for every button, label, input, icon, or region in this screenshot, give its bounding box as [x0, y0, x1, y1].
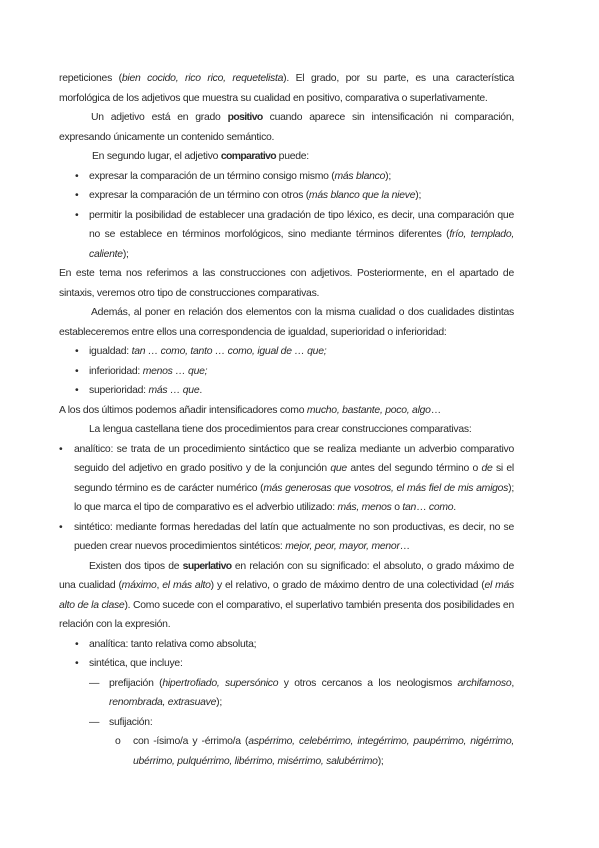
- bullet-marker: •: [75, 170, 79, 182]
- list-item: o con -ísimo/a y -érrimo/a (aspérrimo, celebérrimo, integérrimo, paupérrimo, nigérrimo, ubérrimo, pulquérrimo, libérrimo, misérrimo, salubérrimo);: [59, 732, 514, 771]
- bullet-marker: •: [75, 638, 79, 650]
- paragraph-intensificadores: A los dos últimos podemos añadir intensificadores como mucho, bastante, poco, algo…: [59, 404, 441, 416]
- paragraph-comparativo: En segundo lugar, el adjetivo comparativo puede:: [92, 151, 309, 162]
- list-item: • analítica: tanto relativa como absoluta;: [59, 635, 514, 655]
- superlativo-list: [59, 635, 514, 674]
- paragraph-grado-intro: repeticiones (bien cocido, rico rico, requetelista). El grado, por su parte, es una característica morfológica de los adjetivos que muestra su cualidad en positivo, comparativa o superlativamente.: [59, 73, 514, 104]
- paragraph-positivo: Un adjetivo está en grado positivo cuando aparece sin intensificación ni comparación, expresando únicamente un contenido semántico.: [59, 112, 514, 143]
- list-item: • inferioridad: menos … que;: [59, 362, 514, 382]
- list-item: • sintético: mediante formas heredadas del latín que actualmente no son productivas, es decir, no se pueden crear nuevos procedimientos sintéticos: mejor, peor, mayor, menor…: [59, 518, 514, 557]
- list-item: • sintética, que incluye:: [59, 654, 514, 674]
- paragraph-procedimientos: La lengua castellana tiene dos procedimientos para crear construcciones comparativas:: [89, 424, 472, 435]
- list-item: • superioridad: más … que.: [59, 381, 514, 401]
- bullet-marker: •: [59, 521, 63, 533]
- list-item: — prefijación (hipertrofiado, supersónico y otros cercanos a los neologismos archifamoso, renombrada, extrasuave);: [59, 674, 514, 713]
- paragraph-relacion: Además, al poner en relación dos elementos con la misma cualidad o dos cualidades distintas estableceremos entre ellos una correspondencia de igualdad, superioridad o inferioridad:: [59, 307, 514, 338]
- circle-marker: o: [115, 736, 121, 747]
- paragraph-construcciones: En este tema nos referimos a las construcciones con adjetivos. Posteriormente, en el apartado de sintaxis, veremos otro tipo de construcciones comparativas.: [59, 268, 514, 299]
- list-item: — sufijación:: [59, 713, 514, 733]
- dash-marker: —: [89, 716, 100, 728]
- list-item: • expresar la comparación de un término consigo mismo (más blanco);: [59, 167, 514, 187]
- list-item: • permitir la posibilidad de establecer una gradación de tipo léxico, es decir, una comparación que no se establece en términos morfológicos, sino mediante términos diferentes (frío, templado, caliente);: [59, 206, 514, 265]
- bullet-marker: •: [75, 346, 79, 357]
- list-item: • analítico: se trata de un procedimiento sintáctico que se realiza mediante un adverbio comparativo seguido del adjetivo en grado positivo y de la conjunción que antes del segundo término o de si el segundo término es de carácter numérico (más generosas que vosotros, el más fiel de mis amigos); lo que marca el tipo de comparativo es el adverbio utilizado: más, menos o tan… como.: [59, 440, 514, 518]
- bullet-marker: •: [75, 658, 79, 669]
- list-item: • igualdad: tan … como, tanto … como, igual de … que;: [59, 342, 514, 362]
- procedimientos-list: [59, 440, 514, 557]
- bullet-marker: •: [75, 209, 79, 221]
- correspondencia-list: [59, 342, 514, 401]
- bullet-marker: •: [75, 365, 79, 377]
- sufijacion-sublist: [59, 732, 514, 771]
- list-item: • expresar la comparación de un término con otros (más blanco que la nieve);: [59, 186, 514, 206]
- bullet-marker: •: [75, 190, 79, 201]
- bullet-marker: •: [75, 385, 79, 396]
- bullet-marker: •: [59, 443, 63, 455]
- paragraph-superlativo: Existen dos tipos de superlativo en relación con su significado: el absoluto, o grado máximo de una cualidad (máximo, el más alto) y el relativo, o grado de máximo dentro de una colectividad (el más alto de la clase). Como sucede con el comparativo, el superlativo también presenta dos posibilidades en relación con la expresión.: [59, 560, 514, 630]
- sintetica-sublist: [59, 674, 514, 733]
- dash-marker: —: [89, 677, 100, 689]
- comparativo-list: [59, 167, 514, 265]
- document-body: [59, 69, 514, 771]
